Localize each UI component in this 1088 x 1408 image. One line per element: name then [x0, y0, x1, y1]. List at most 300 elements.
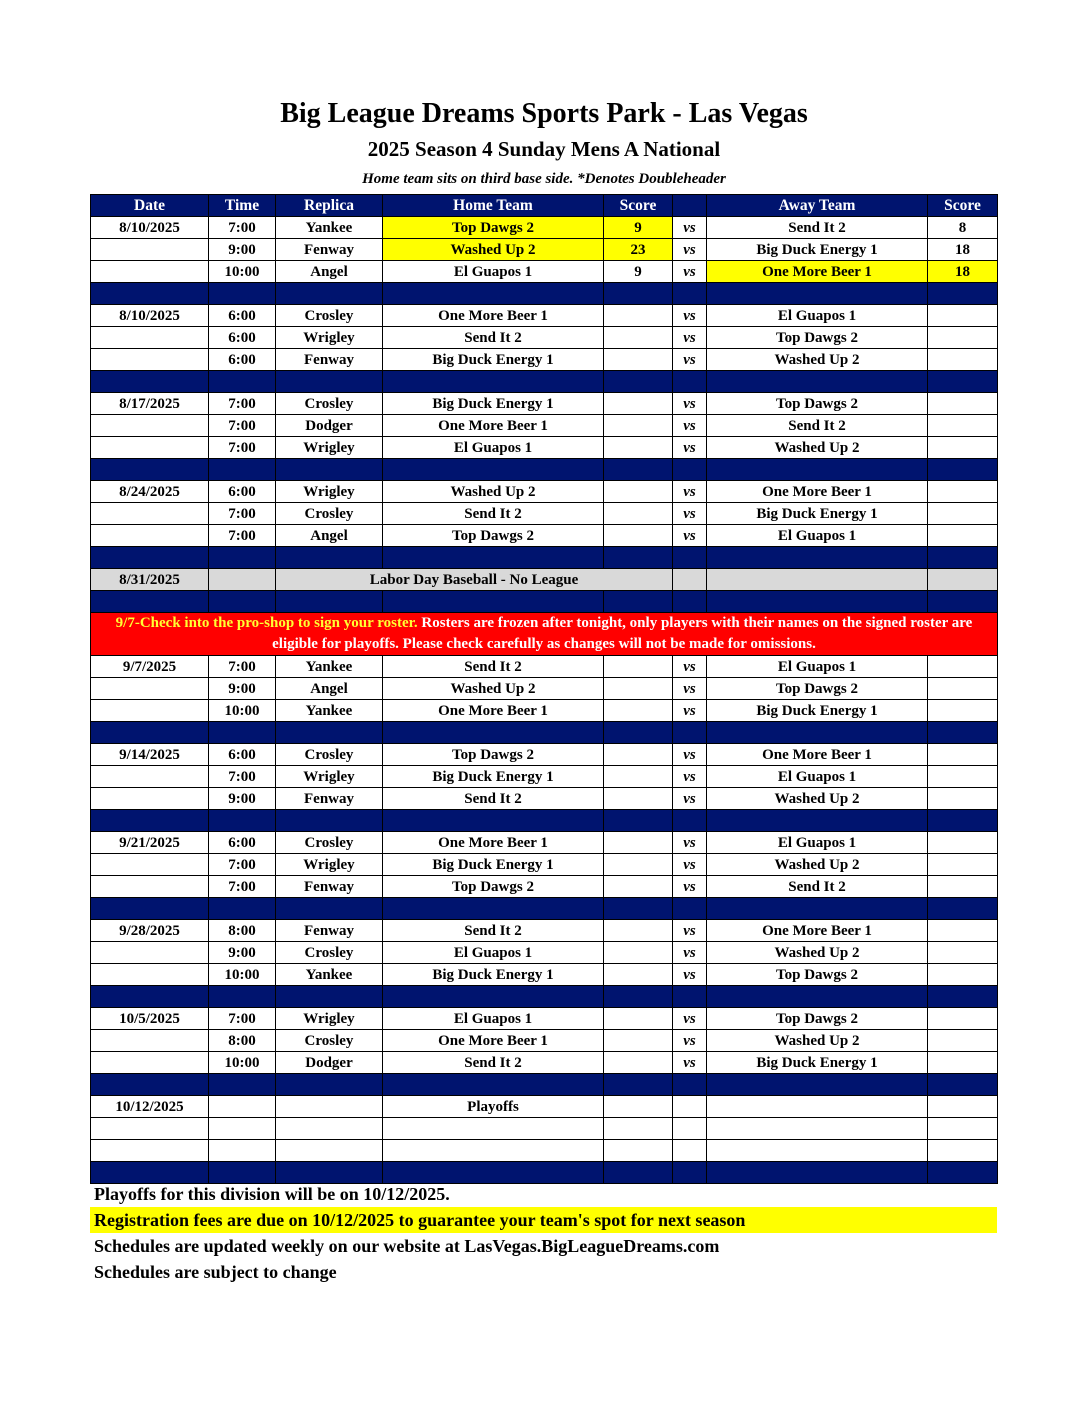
- separator-cell: [707, 371, 928, 393]
- empty-cell: [383, 1118, 604, 1140]
- away-team-cell: Top Dawgs 2: [707, 964, 928, 986]
- date-cell: [91, 964, 209, 986]
- home-score-cell: [604, 327, 673, 349]
- away-team-cell: Washed Up 2: [707, 437, 928, 459]
- time-cell: 7:00: [209, 415, 276, 437]
- separator-cell: [673, 986, 707, 1008]
- home-score-cell: [604, 437, 673, 459]
- vs-cell: vs: [673, 261, 707, 283]
- blank-row: [91, 1140, 998, 1162]
- column-header-away-score: Score: [928, 195, 998, 217]
- separator-cell: [604, 547, 673, 569]
- field-cell: Angel: [276, 678, 383, 700]
- home-score-cell: [604, 766, 673, 788]
- field-cell: Wrigley: [276, 766, 383, 788]
- home-score-cell: [604, 1052, 673, 1074]
- home-team-note: Home team sits on third base side. *Denotes Doubleheader: [362, 171, 726, 187]
- separator-cell: [604, 283, 673, 305]
- game-row: [91, 876, 998, 898]
- separator-cell: [91, 1074, 209, 1096]
- away-score-cell: [928, 569, 998, 591]
- time-cell: 6:00: [209, 832, 276, 854]
- date-cell: 8/24/2025: [91, 481, 209, 503]
- separator-cell: [276, 283, 383, 305]
- away-team-cell: Big Duck Energy 1: [707, 503, 928, 525]
- away-team-cell: Big Duck Energy 1: [707, 1052, 928, 1074]
- home-team-cell: Top Dawgs 2: [383, 744, 604, 766]
- away-score-cell: [928, 832, 998, 854]
- column-header-home-score: Score: [604, 195, 673, 217]
- home-score-cell: 9: [604, 217, 673, 239]
- date-cell: 8/31/2025: [91, 569, 209, 591]
- field-cell: Crosley: [276, 832, 383, 854]
- home-team-cell: One More Beer 1: [383, 415, 604, 437]
- field-cell: Angel: [276, 525, 383, 547]
- separator-cell: [91, 898, 209, 920]
- column-header-time: Time: [209, 195, 276, 217]
- empty-cell: [604, 1096, 673, 1118]
- separator-cell: [707, 1074, 928, 1096]
- empty-cell: [209, 1118, 276, 1140]
- separator-cell: [604, 898, 673, 920]
- separator-cell: [673, 591, 707, 613]
- home-score-cell: [604, 415, 673, 437]
- date-cell: 10/12/2025: [91, 1096, 209, 1118]
- time-cell: 6:00: [209, 481, 276, 503]
- schedule-body: [91, 217, 998, 1184]
- date-cell: [91, 1030, 209, 1052]
- date-cell: [91, 349, 209, 371]
- game-row: [91, 503, 998, 525]
- home-score-cell: [604, 832, 673, 854]
- home-team-cell: El Guapos 1: [383, 942, 604, 964]
- date-cell: 8/10/2025: [91, 305, 209, 327]
- vs-cell: vs: [673, 1052, 707, 1074]
- away-score-cell: [928, 305, 998, 327]
- time-cell: 8:00: [209, 920, 276, 942]
- holiday-row: [91, 569, 998, 591]
- away-score-cell: [928, 503, 998, 525]
- column-header-replica: Replica: [276, 195, 383, 217]
- field-cell: Crosley: [276, 942, 383, 964]
- separator-cell: [276, 371, 383, 393]
- away-team-cell: One More Beer 1: [707, 481, 928, 503]
- empty-cell: [928, 1118, 998, 1140]
- separator-row: [91, 722, 998, 744]
- home-team-cell: Send It 2: [383, 920, 604, 942]
- vs-cell: vs: [673, 349, 707, 371]
- separator-cell: [707, 898, 928, 920]
- separator-cell: [604, 591, 673, 613]
- schedule-table: [90, 194, 998, 1184]
- roster-notice-highlight: Check into the pro-shop to sign your roster.: [139, 615, 418, 631]
- field-cell: Crosley: [276, 393, 383, 415]
- separator-cell: [928, 1074, 998, 1096]
- separator-row: [91, 591, 998, 613]
- separator-cell: [209, 547, 276, 569]
- date-cell: [91, 854, 209, 876]
- field-cell: Crosley: [276, 305, 383, 327]
- home-score-cell: [604, 656, 673, 678]
- home-score-cell: [604, 1030, 673, 1052]
- separator-cell: [707, 459, 928, 481]
- home-score-cell: [604, 481, 673, 503]
- game-row: [91, 942, 998, 964]
- separator-cell: [383, 591, 604, 613]
- away-team-cell: One More Beer 1: [707, 744, 928, 766]
- game-row: [91, 327, 998, 349]
- away-score-cell: [928, 656, 998, 678]
- separator-cell: [707, 591, 928, 613]
- field-cell: Wrigley: [276, 1008, 383, 1030]
- away-team-cell: El Guapos 1: [707, 656, 928, 678]
- time-cell: 10:00: [209, 261, 276, 283]
- game-row: [91, 349, 998, 371]
- separator-cell: [928, 986, 998, 1008]
- separator-cell: [383, 283, 604, 305]
- vs-cell: vs: [673, 920, 707, 942]
- empty-cell: [276, 1118, 383, 1140]
- schedule-header-row: [91, 195, 998, 217]
- home-team-cell: El Guapos 1: [383, 261, 604, 283]
- empty-cell: [604, 1140, 673, 1162]
- away-score-cell: [928, 415, 998, 437]
- separator-cell: [383, 898, 604, 920]
- separator-cell: [604, 371, 673, 393]
- away-score-cell: [928, 349, 998, 371]
- home-team-cell: Top Dawgs 2: [383, 525, 604, 547]
- separator-cell: [276, 1074, 383, 1096]
- date-cell: 8/10/2025: [91, 217, 209, 239]
- separator-cell: [673, 722, 707, 744]
- away-team-cell: Send It 2: [707, 876, 928, 898]
- date-cell: 9/21/2025: [91, 832, 209, 854]
- vs-cell: vs: [673, 678, 707, 700]
- separator-cell: [276, 591, 383, 613]
- time-cell: 9:00: [209, 678, 276, 700]
- separator-cell: [276, 459, 383, 481]
- field-cell: Yankee: [276, 700, 383, 722]
- separator-cell: [707, 986, 928, 1008]
- playoffs-date-note: Playoffs for this division will be on 10/12/2025.: [94, 1184, 450, 1204]
- time-cell: 6:00: [209, 349, 276, 371]
- date-cell: [91, 437, 209, 459]
- away-score-cell: [928, 393, 998, 415]
- separator-cell: [276, 898, 383, 920]
- away-score-cell: 18: [928, 261, 998, 283]
- away-score-cell: [928, 481, 998, 503]
- away-score-cell: 8: [928, 217, 998, 239]
- empty-cell: [276, 1140, 383, 1162]
- away-score-cell: [928, 788, 998, 810]
- game-row: [91, 1030, 998, 1052]
- game-row: [91, 788, 998, 810]
- field-cell: Fenway: [276, 239, 383, 261]
- vs-cell: vs: [673, 788, 707, 810]
- date-cell: [91, 766, 209, 788]
- date-cell: 9/14/2025: [91, 744, 209, 766]
- empty-cell: [209, 1140, 276, 1162]
- home-score-cell: [604, 854, 673, 876]
- away-team-cell: Washed Up 2: [707, 854, 928, 876]
- away-score-cell: [928, 327, 998, 349]
- field-cell: Dodger: [276, 1052, 383, 1074]
- away-score-cell: [928, 942, 998, 964]
- game-row: [91, 766, 998, 788]
- date-cell: [91, 788, 209, 810]
- away-score-cell: [928, 437, 998, 459]
- home-score-cell: [604, 1008, 673, 1030]
- subject-to-change-note: Schedules are subject to change: [94, 1262, 337, 1282]
- time-cell: 7:00: [209, 525, 276, 547]
- date-cell: [91, 678, 209, 700]
- separator-cell: [707, 283, 928, 305]
- home-score-cell: [604, 678, 673, 700]
- time-cell: 7:00: [209, 437, 276, 459]
- separator-cell: [928, 459, 998, 481]
- separator-cell: [928, 547, 998, 569]
- away-team-cell: El Guapos 1: [707, 525, 928, 547]
- website-note: Schedules are updated weekly on our website at LasVegas.BigLeagueDreams.com: [94, 1236, 720, 1256]
- separator-cell: [209, 722, 276, 744]
- separator-row: [91, 283, 998, 305]
- game-row: [91, 678, 998, 700]
- separator-cell: [383, 459, 604, 481]
- time-cell: [209, 1096, 276, 1118]
- separator-row: [91, 371, 998, 393]
- empty-cell: [673, 1118, 707, 1140]
- field-cell: Wrigley: [276, 854, 383, 876]
- separator-cell: [209, 591, 276, 613]
- vs-cell: vs: [673, 415, 707, 437]
- away-team-cell: Top Dawgs 2: [707, 327, 928, 349]
- empty-cell: [707, 1118, 928, 1140]
- roster-notice-text: Rosters are frozen after tonight, only players with their names on the signed roster are eligible for playoffs. Please check carefully as changes will not be made for omissions.: [272, 615, 973, 652]
- date-cell: [91, 1052, 209, 1074]
- vs-cell: vs: [673, 503, 707, 525]
- vs-cell: vs: [673, 832, 707, 854]
- separator-cell: [383, 371, 604, 393]
- separator-cell: [383, 722, 604, 744]
- home-score-cell: [604, 393, 673, 415]
- separator-row: [91, 547, 998, 569]
- away-team-cell: El Guapos 1: [707, 832, 928, 854]
- away-score-cell: 18: [928, 239, 998, 261]
- home-team-cell: One More Beer 1: [383, 305, 604, 327]
- time-cell: 10:00: [209, 964, 276, 986]
- game-row: [91, 1008, 998, 1030]
- vs-cell: vs: [673, 393, 707, 415]
- separator-cell: [209, 898, 276, 920]
- home-team-cell: El Guapos 1: [383, 437, 604, 459]
- separator-cell: [928, 283, 998, 305]
- game-row: [91, 217, 998, 239]
- home-score-cell: [604, 525, 673, 547]
- playoffs-label: Playoffs: [383, 1096, 604, 1118]
- field-cell: Yankee: [276, 964, 383, 986]
- vs-cell: vs: [673, 239, 707, 261]
- home-score-cell: [604, 744, 673, 766]
- away-score-cell: [928, 525, 998, 547]
- date-cell: [91, 876, 209, 898]
- game-row: [91, 920, 998, 942]
- away-team-cell: El Guapos 1: [707, 305, 928, 327]
- time-cell: 7:00: [209, 854, 276, 876]
- time-cell: [209, 569, 276, 591]
- away-score-cell: [928, 1030, 998, 1052]
- vs-cell: vs: [673, 305, 707, 327]
- separator-cell: [383, 1074, 604, 1096]
- separator-cell: [673, 898, 707, 920]
- separator-cell: [673, 1074, 707, 1096]
- away-team-cell: Top Dawgs 2: [707, 1008, 928, 1030]
- vs-cell: vs: [673, 1008, 707, 1030]
- home-team-cell: Big Duck Energy 1: [383, 393, 604, 415]
- vs-cell: vs: [673, 700, 707, 722]
- field-cell: Fenway: [276, 349, 383, 371]
- field-cell: Crosley: [276, 744, 383, 766]
- game-row: [91, 239, 998, 261]
- vs-cell: vs: [673, 327, 707, 349]
- separator-cell: [276, 547, 383, 569]
- separator-cell: [91, 283, 209, 305]
- away-score-cell: [928, 700, 998, 722]
- holiday-label: Labor Day Baseball - No League: [276, 569, 673, 591]
- field-cell: Angel: [276, 261, 383, 283]
- vs-cell: [673, 569, 707, 591]
- separator-cell: [91, 547, 209, 569]
- date-cell: 10/5/2025: [91, 1008, 209, 1030]
- vs-cell: vs: [673, 964, 707, 986]
- separator-cell: [928, 722, 998, 744]
- vs-cell: vs: [673, 854, 707, 876]
- away-score-cell: [928, 876, 998, 898]
- time-cell: 7:00: [209, 217, 276, 239]
- date-cell: 9/28/2025: [91, 920, 209, 942]
- away-team-cell: One More Beer 1: [707, 920, 928, 942]
- separator-cell: [209, 810, 276, 832]
- separator-cell: [673, 459, 707, 481]
- separator-cell: [91, 722, 209, 744]
- home-score-cell: [604, 305, 673, 327]
- home-team-cell: El Guapos 1: [383, 1008, 604, 1030]
- page-subtitle: 2025 Season 4 Sunday Mens A National: [367, 137, 721, 161]
- vs-cell: vs: [673, 876, 707, 898]
- empty-cell: [91, 1118, 209, 1140]
- separator-cell: [91, 591, 209, 613]
- empty-cell: [928, 1096, 998, 1118]
- empty-cell: [673, 1096, 707, 1118]
- time-cell: 9:00: [209, 239, 276, 261]
- home-team-cell: Big Duck Energy 1: [383, 349, 604, 371]
- home-team-cell: Send It 2: [383, 788, 604, 810]
- field-cell: Fenway: [276, 876, 383, 898]
- away-score-cell: [928, 744, 998, 766]
- separator-cell: [91, 810, 209, 832]
- separator-row: [91, 1074, 998, 1096]
- separator-cell: [604, 722, 673, 744]
- field-cell: Fenway: [276, 920, 383, 942]
- away-score-cell: [928, 678, 998, 700]
- separator-cell: [209, 1074, 276, 1096]
- separator-row: [91, 810, 998, 832]
- home-team-cell: Big Duck Energy 1: [383, 766, 604, 788]
- away-score-cell: [928, 920, 998, 942]
- field-cell: Yankee: [276, 217, 383, 239]
- game-row: [91, 964, 998, 986]
- separator-cell: [673, 371, 707, 393]
- time-cell: 6:00: [209, 327, 276, 349]
- empty-cell: [707, 1096, 928, 1118]
- game-row: [91, 744, 998, 766]
- separator-cell: [91, 371, 209, 393]
- field-cell: Wrigley: [276, 327, 383, 349]
- date-cell: [91, 239, 209, 261]
- field-cell: Wrigley: [276, 481, 383, 503]
- time-cell: 9:00: [209, 942, 276, 964]
- game-row: [91, 656, 998, 678]
- field-cell: Wrigley: [276, 437, 383, 459]
- time-cell: 7:00: [209, 503, 276, 525]
- home-team-cell: One More Beer 1: [383, 832, 604, 854]
- separator-cell: [928, 371, 998, 393]
- away-score-cell: [928, 854, 998, 876]
- time-cell: 8:00: [209, 1030, 276, 1052]
- separator-cell: [707, 547, 928, 569]
- home-score-cell: [604, 788, 673, 810]
- game-row: [91, 261, 998, 283]
- separator-cell: [209, 459, 276, 481]
- home-score-cell: [604, 964, 673, 986]
- registration-fee-note: Registration fees are due on 10/12/2025 to guarantee your team's spot for next season: [90, 1207, 997, 1233]
- away-team-cell: Washed Up 2: [707, 1030, 928, 1052]
- column-header-home-team: Home Team: [383, 195, 604, 217]
- separator-row: [91, 459, 998, 481]
- away-team-cell: Washed Up 2: [707, 942, 928, 964]
- home-team-cell: One More Beer 1: [383, 1030, 604, 1052]
- playoffs-row: [91, 1096, 998, 1118]
- separator-cell: [604, 1074, 673, 1096]
- page-title: Big League Dreams Sports Park - Las Vegas: [280, 98, 808, 129]
- vs-cell: vs: [673, 942, 707, 964]
- date-cell: [91, 415, 209, 437]
- home-team-cell: Top Dawgs 2: [383, 217, 604, 239]
- away-team-cell: Send It 2: [707, 415, 928, 437]
- date-cell: [91, 942, 209, 964]
- separator-cell: [928, 898, 998, 920]
- home-team-cell: Top Dawgs 2: [383, 876, 604, 898]
- game-row: [91, 854, 998, 876]
- game-row: [91, 832, 998, 854]
- separator-row: [91, 898, 998, 920]
- vs-cell: vs: [673, 481, 707, 503]
- separator-cell: [673, 547, 707, 569]
- date-cell: 9/7/2025: [91, 656, 209, 678]
- separator-cell: [383, 986, 604, 1008]
- away-team-cell: Top Dawgs 2: [707, 393, 928, 415]
- separator-cell: [383, 547, 604, 569]
- game-row: [91, 481, 998, 503]
- separator-cell: [209, 986, 276, 1008]
- away-score-cell: [928, 964, 998, 986]
- away-team-cell: Washed Up 2: [707, 788, 928, 810]
- game-row: [91, 393, 998, 415]
- empty-cell: [91, 1140, 209, 1162]
- separator-cell: [604, 810, 673, 832]
- home-team-cell: Send It 2: [383, 327, 604, 349]
- vs-cell: vs: [673, 1030, 707, 1052]
- empty-cell: [383, 1140, 604, 1162]
